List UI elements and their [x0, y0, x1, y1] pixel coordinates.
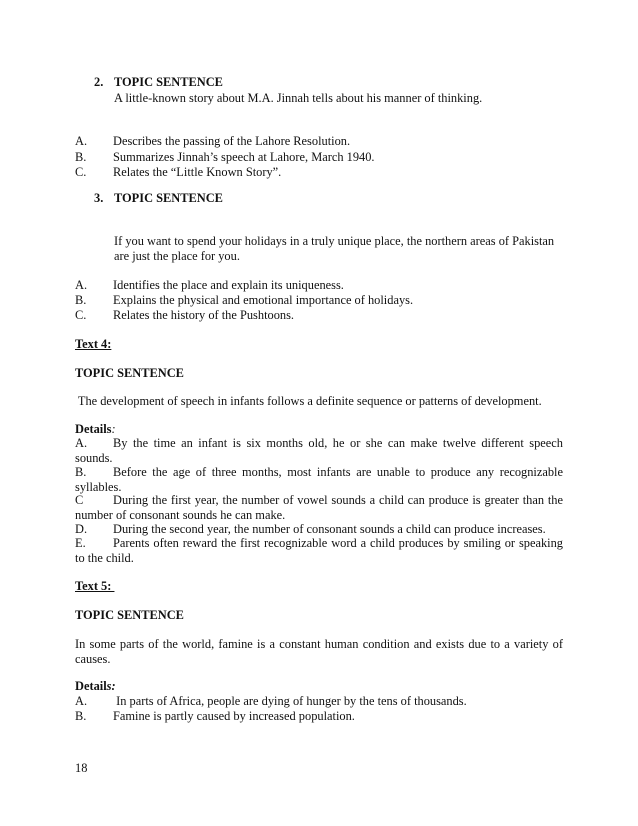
detail-letter: C — [75, 493, 84, 507]
detail-letter: A. — [75, 694, 88, 708]
detail-letter: D. — [75, 522, 88, 536]
details-colon: : — [111, 422, 116, 436]
section-2-heading — [94, 75, 223, 90]
option-letter: A. — [75, 278, 88, 292]
details-label: Detail — [75, 679, 107, 693]
detail-text: By the time an infant is six months old, he or she can make twelve different speech sounds. — [75, 436, 563, 465]
detail-letter: E. — [75, 536, 86, 550]
text-5-details-heading — [75, 679, 116, 694]
text-4-title: Text 4: — [75, 337, 112, 351]
option-text: Relates the history of the Pushtoons. — [113, 308, 295, 322]
text-4-details-heading — [75, 422, 116, 437]
text-4-detail-d — [75, 522, 563, 537]
section-3-heading — [94, 191, 223, 206]
option-text: Summarizes Jinnah’s speech at Lahore, March 1940. — [113, 150, 375, 164]
option-letter: A. — [75, 134, 88, 148]
option-text: Relates the “Little Known Story”. — [113, 165, 282, 179]
details-label: Details — [75, 422, 112, 436]
text-5-topic-heading: TOPIC SENTENCE — [75, 608, 184, 622]
text-4-topic-sentence: The development of speech in infants follows a definite sequence or patterns of development. — [75, 394, 542, 408]
text-4-topic-heading: TOPIC SENTENCE — [75, 366, 184, 380]
detail-letter: B. — [75, 465, 87, 479]
section-3-number: 3. — [94, 191, 104, 205]
section-2-number: 2. — [94, 75, 104, 89]
option-letter: B. — [75, 293, 87, 307]
section-3-topic-sentence-line-1: If you want to spend your holidays in a truly unique place, the northern areas of Pakistan — [114, 234, 555, 248]
text-5-title: Text 5: — [75, 579, 115, 593]
option-letter: B. — [75, 150, 87, 164]
detail-text: In parts of Africa, people are dying of hunger by the tens of thousands. — [113, 694, 467, 708]
details-suffix: s: — [106, 679, 116, 693]
detail-text: Before the age of three months, most infants are unable to produce any recognizable syllables. — [75, 465, 563, 494]
text-5-topic-sentence: In some parts of the world, famine is a constant human condition and exists due to a variety of causes. — [75, 637, 563, 666]
detail-text: During the second year, the number of consonant sounds a child can produce increases. — [113, 522, 546, 536]
section-2-title: TOPIC SENTENCE — [114, 75, 223, 89]
text-4-detail-a — [75, 436, 563, 466]
option-text: Explains the physical and emotional importance of holidays. — [113, 293, 414, 307]
option-text: Describes the passing of the Lahore Resolution. — [113, 134, 351, 148]
text-4-detail-e — [75, 536, 563, 566]
text-4-detail-c — [75, 493, 563, 523]
option-text: Identifies the place and explain its uniqueness. — [113, 278, 344, 292]
option-letter: C. — [75, 308, 87, 322]
option-letter: C. — [75, 165, 87, 179]
page-number: 18 — [75, 761, 88, 775]
detail-text: Famine is partly caused by increased population. — [113, 709, 355, 723]
detail-text: During the first year, the number of vowel sounds a child can produce is greater than the number of consonant sounds he can make. — [75, 493, 563, 522]
section-3-title: TOPIC SENTENCE — [114, 191, 223, 205]
detail-letter: B. — [75, 709, 87, 723]
text-4-detail-b — [75, 465, 563, 495]
detail-letter: A. — [75, 436, 88, 450]
section-3-topic-sentence-line-2: are just the place for you. — [114, 249, 240, 263]
detail-text: Parents often reward the first recognizable word a child produces by smiling or speaking to the child. — [75, 536, 563, 565]
section-2-topic-sentence: A little-known story about M.A. Jinnah tells about his manner of thinking. — [114, 91, 483, 105]
